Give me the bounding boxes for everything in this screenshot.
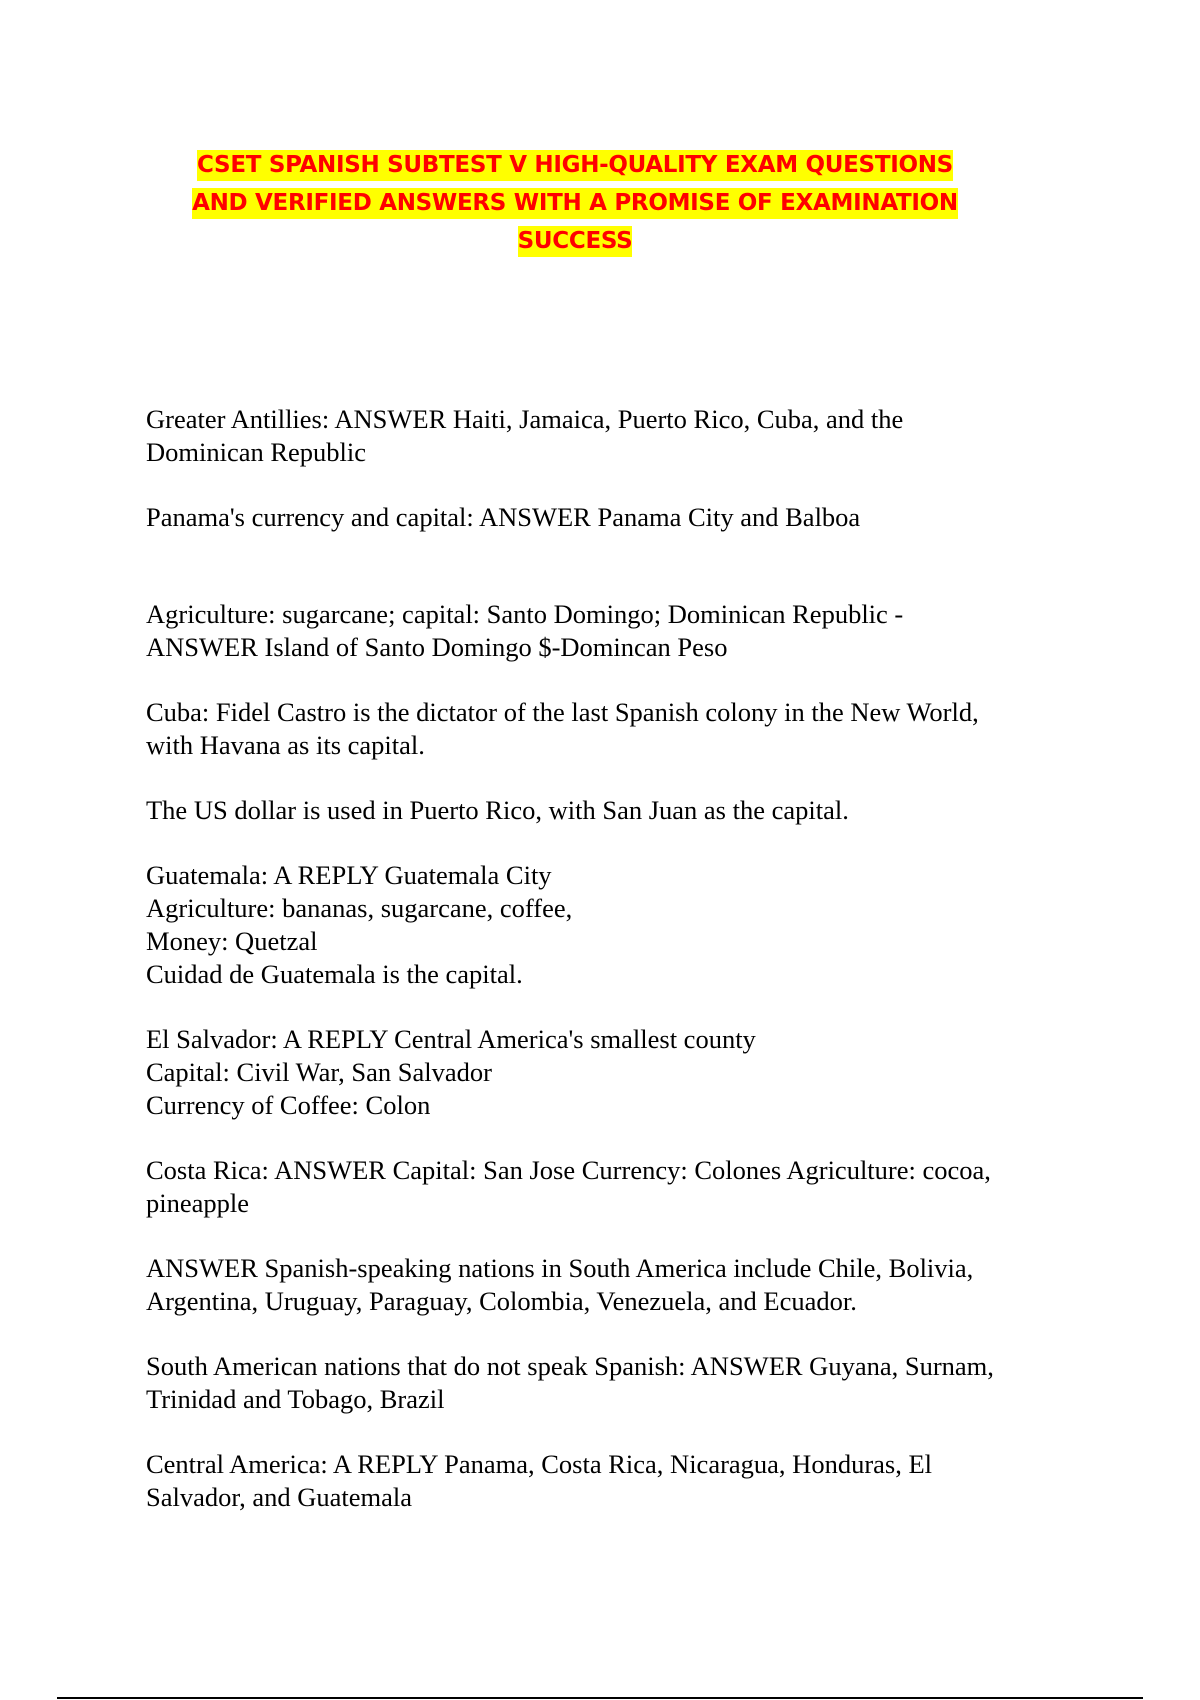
qa-text-line: Salvador, and Guatemala (146, 1482, 413, 1512)
qa-entry-non-spanish-south-america (146, 1350, 1076, 1416)
qa-text-line: pineapple (146, 1188, 250, 1218)
qa-text-line: Cuba: Fidel Castro is the dictator of the last Spanish colony in the New World, (146, 697, 979, 727)
qa-text-line: El Salvador: A REPLY Central America's smallest county (146, 1024, 756, 1054)
qa-entry-cuba (146, 696, 1076, 762)
qa-text-line: Agriculture: sugarcane; capital: Santo Domingo; Dominican Republic - (146, 599, 904, 629)
qa-text-line: Central America: A REPLY Panama, Costa Rica, Nicaragua, Honduras, El (146, 1449, 933, 1479)
title-line: SUCCESS (518, 226, 633, 257)
qa-entry-puerto-rico (146, 794, 1076, 827)
qa-text-line: Guatemala: A REPLY Guatemala City (146, 860, 552, 890)
qa-entry-el-salvador (146, 1023, 1076, 1122)
qa-entry-spanish-speaking-south-america (146, 1252, 1076, 1318)
qa-text-line: The US dollar is used in Puerto Rico, with San Juan as the capital. (146, 795, 849, 825)
qa-text-line: Panama's currency and capital: ANSWER Panama City and Balboa (146, 502, 861, 532)
qa-text-line: Cuidad de Guatemala is the capital. (146, 959, 523, 989)
qa-text-line: Greater Antillies: ANSWER Haiti, Jamaica, Puerto Rico, Cuba, and the (146, 404, 904, 434)
qa-entry-central-america (146, 1448, 1076, 1514)
qa-text-line: Capital: Civil War, San Salvador (146, 1057, 492, 1087)
title-line: CSET SPANISH SUBTEST V HIGH-QUALITY EXAM QUESTIONS (197, 150, 953, 181)
title-line: AND VERIFIED ANSWERS WITH A PROMISE OF EXAMINATION (192, 188, 958, 219)
qa-text-line: South American nations that do not speak Spanish: ANSWER Guyana, Surnam, (146, 1351, 994, 1381)
qa-text-line: Agriculture: bananas, sugarcane, coffee, (146, 893, 573, 923)
qa-entry-costa-rica (146, 1154, 1076, 1220)
qa-text-line: Trinidad and Tobago, Brazil (146, 1384, 445, 1414)
qa-text-line: Dominican Republic (146, 437, 367, 467)
qa-entry-panama (146, 501, 1076, 534)
qa-text-line: Currency of Coffee: Colon (146, 1090, 431, 1120)
qa-text-line: Argentina, Uruguay, Paraguay, Colombia, Venezuela, and Ecuador. (146, 1286, 857, 1316)
qa-text-line: ANSWER Island of Santo Domingo $-Domincan Peso (146, 632, 728, 662)
qa-entry-greater-antilles (146, 403, 1076, 469)
qa-list (146, 403, 1076, 1514)
document-title (140, 146, 1010, 260)
footer-divider (57, 1697, 1143, 1699)
qa-text-line: with Havana as its capital. (146, 730, 425, 760)
qa-entry-guatemala (146, 859, 1076, 991)
qa-text-line: ANSWER Spanish-speaking nations in South America include Chile, Bolivia, (146, 1253, 974, 1283)
qa-text-line: Money: Quetzal (146, 926, 318, 956)
qa-entry-dominican-republic (146, 598, 1076, 664)
qa-text-line: Costa Rica: ANSWER Capital: San Jose Currency: Colones Agriculture: cocoa, (146, 1155, 991, 1185)
